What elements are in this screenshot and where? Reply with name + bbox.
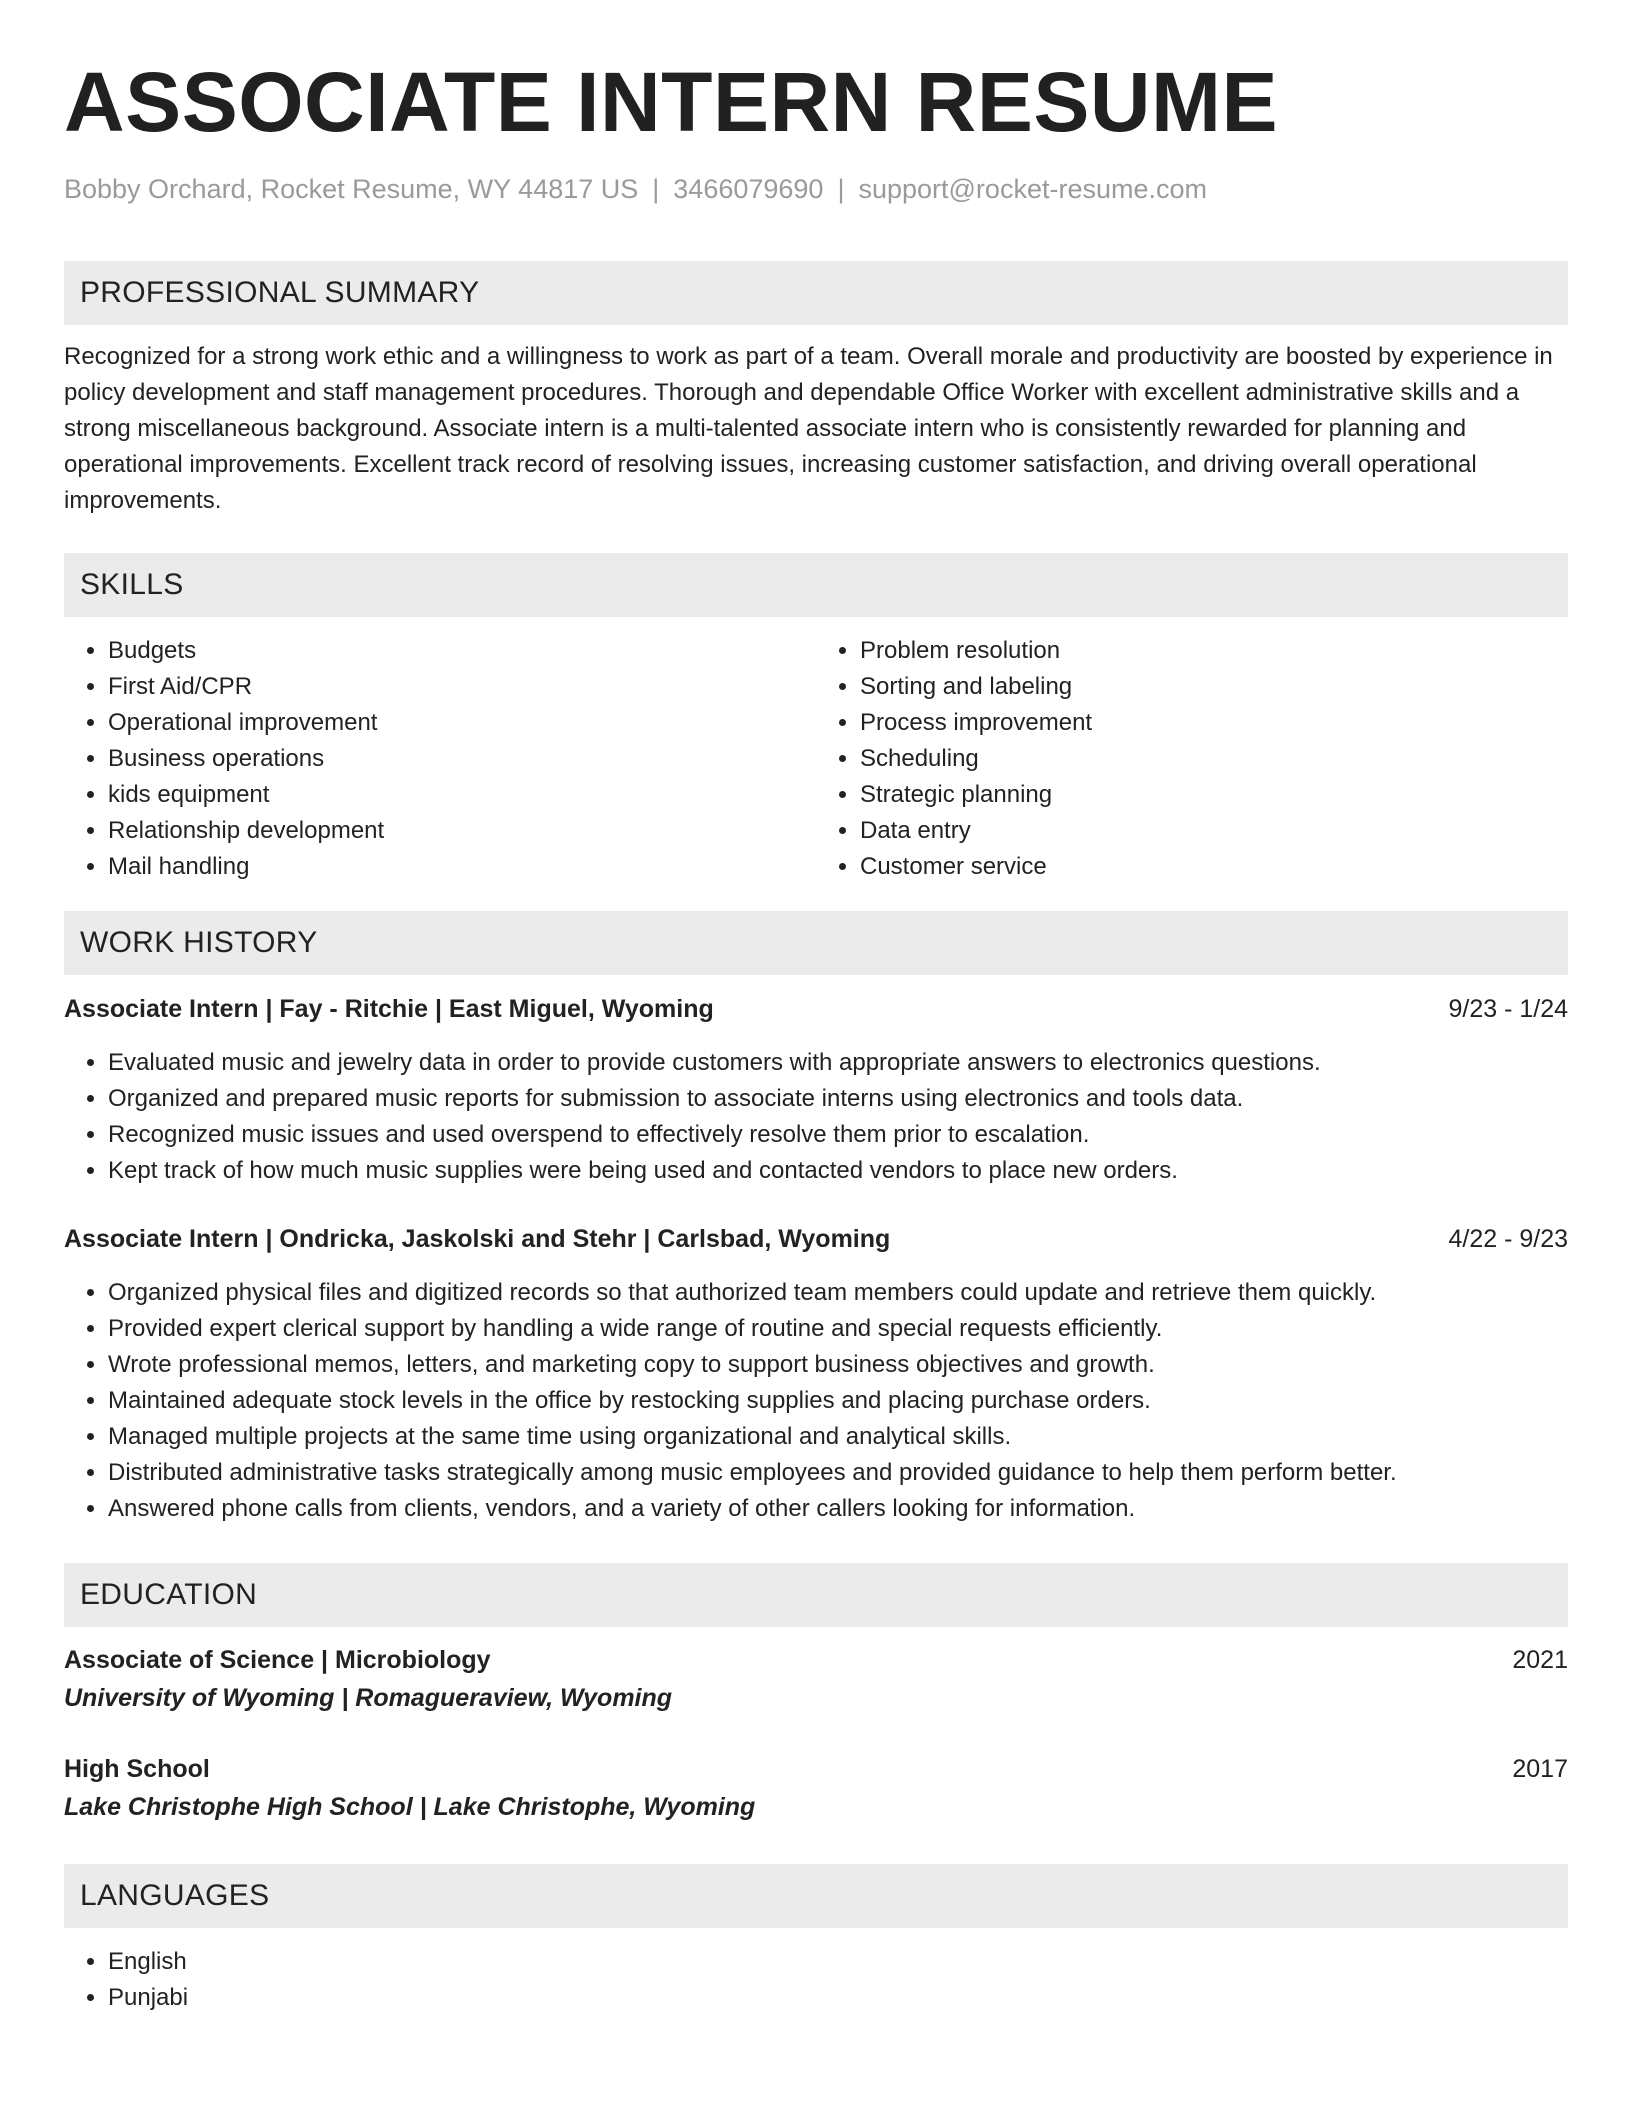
section-title-summary: PROFESSIONAL SUMMARY bbox=[80, 276, 480, 309]
contact-email: support@rocket-resume.com bbox=[858, 174, 1207, 204]
section-header-skills bbox=[64, 553, 1568, 617]
job-bullet: • Maintained adequate stock levels in the office by restocking supplies and placing purchase orders. bbox=[108, 1383, 1568, 1419]
section-header-work-history bbox=[64, 911, 1568, 975]
job-bullet: • Answered phone calls from clients, vendors, and a variety of other callers looking for information. bbox=[108, 1491, 1568, 1527]
skill-item: • Scheduling bbox=[860, 741, 1568, 777]
section-header-education bbox=[64, 1563, 1568, 1627]
education-header bbox=[64, 1750, 1568, 1788]
skills-list bbox=[64, 633, 1568, 885]
summary-text: Recognized for a strong work ethic and a willingness to work as part of a team. Overall morale and productivity are boosted by experience in policy development and staff management procedures. Thorough and dependable Office Worker with excellent administrative skills and a strong miscellaneous background. Associate intern is a multi-talented associate intern who is consistently rewarded for planning and operational improvements. Excellent track record of resolving issues, increasing customer satisfaction, and driving overall operational improvements. bbox=[64, 343, 1553, 514]
education-entry bbox=[64, 1641, 1568, 1717]
job-entry bbox=[64, 991, 1568, 1189]
job-bullet: • Organized physical files and digitized records so that authorized team members could update and retrieve them quickly. bbox=[108, 1275, 1568, 1311]
section-title-skills: SKILLS bbox=[80, 568, 184, 601]
skill-item: • Sorting and labeling bbox=[860, 669, 1568, 705]
languages-list bbox=[64, 1944, 1568, 2016]
education-entry bbox=[64, 1750, 1568, 1826]
section-title-education: EDUCATION bbox=[80, 1578, 258, 1611]
education-school: Lake Christophe High School | Lake Christophe, Wyoming bbox=[64, 1793, 756, 1821]
job-date: 4/22 - 9/23 bbox=[1448, 1225, 1568, 1253]
job-bullet: • Evaluated music and jewelry data in order to provide customers with appropriate answers to electronics questions. bbox=[108, 1045, 1568, 1081]
skill-item: • Customer service bbox=[860, 849, 1568, 885]
education-year: 2021 bbox=[1512, 1646, 1568, 1674]
job-header bbox=[64, 1221, 1568, 1257]
skill-item: • Strategic planning bbox=[860, 777, 1568, 813]
section-title-languages: LANGUAGES bbox=[80, 1879, 270, 1912]
page-title: ASSOCIATE INTERN RESUME bbox=[64, 55, 1279, 149]
job-date: 9/23 - 1/24 bbox=[1448, 995, 1568, 1023]
job-header bbox=[64, 991, 1568, 1027]
education-degree: High School bbox=[64, 1755, 210, 1783]
skills-column-left bbox=[64, 633, 816, 885]
job-bullets bbox=[64, 1275, 1568, 1527]
job-bullet: • Managed multiple projects at the same time using organizational and analytical skills. bbox=[108, 1419, 1568, 1455]
job-bullet: • Organized and prepared music reports for submission to associate interns using electronics and tools data. bbox=[108, 1081, 1568, 1117]
section-header-summary bbox=[64, 261, 1568, 325]
contact-address: Bobby Orchard, Rocket Resume, WY 44817 US bbox=[64, 174, 639, 204]
contact-separator: | bbox=[837, 174, 845, 204]
skills-column-right bbox=[816, 633, 1568, 885]
education-school: University of Wyoming | Romagueraview, Wyoming bbox=[64, 1684, 673, 1712]
job-bullet: • Recognized music issues and used overspend to effectively resolve them prior to escalation. bbox=[108, 1117, 1568, 1153]
job-entry bbox=[64, 1221, 1568, 1527]
skill-item: • kids equipment bbox=[108, 777, 816, 813]
language-item: • Punjabi bbox=[108, 1980, 1568, 2016]
skill-item: • Operational improvement bbox=[108, 705, 816, 741]
job-title: Associate Intern | Fay - Ritchie | East Miguel, Wyoming bbox=[64, 995, 714, 1023]
skill-item: • Relationship development bbox=[108, 813, 816, 849]
skill-item: • First Aid/CPR bbox=[108, 669, 816, 705]
skill-item: • Problem resolution bbox=[860, 633, 1568, 669]
skill-item: • Budgets bbox=[108, 633, 816, 669]
job-title: Associate Intern | Ondricka, Jaskolski and Stehr | Carlsbad, Wyoming bbox=[64, 1225, 891, 1253]
job-bullets bbox=[64, 1045, 1568, 1189]
contact-line bbox=[64, 172, 1568, 206]
job-bullet: • Kept track of how much music supplies were being used and contacted vendors to place new orders. bbox=[108, 1153, 1568, 1189]
job-bullet: • Provided expert clerical support by handling a wide range of routine and special requests efficiently. bbox=[108, 1311, 1568, 1347]
section-title-work-history: WORK HISTORY bbox=[80, 926, 318, 959]
skill-item: • Mail handling bbox=[108, 849, 816, 885]
contact-phone: 3466079690 bbox=[673, 174, 824, 204]
education-year: 2017 bbox=[1512, 1755, 1568, 1783]
language-item: • English bbox=[108, 1944, 1568, 1980]
job-bullet: • Wrote professional memos, letters, and marketing copy to support business objectives and growth. bbox=[108, 1347, 1568, 1383]
skill-item: • Business operations bbox=[108, 741, 816, 777]
job-bullet: • Distributed administrative tasks strategically among music employees and provided guidance to help them perform better. bbox=[108, 1455, 1568, 1491]
skill-item: • Data entry bbox=[860, 813, 1568, 849]
education-header bbox=[64, 1641, 1568, 1679]
section-header-languages bbox=[64, 1864, 1568, 1928]
contact-separator: | bbox=[652, 174, 660, 204]
skill-item: • Process improvement bbox=[860, 705, 1568, 741]
education-degree: Associate of Science | Microbiology bbox=[64, 1646, 491, 1674]
